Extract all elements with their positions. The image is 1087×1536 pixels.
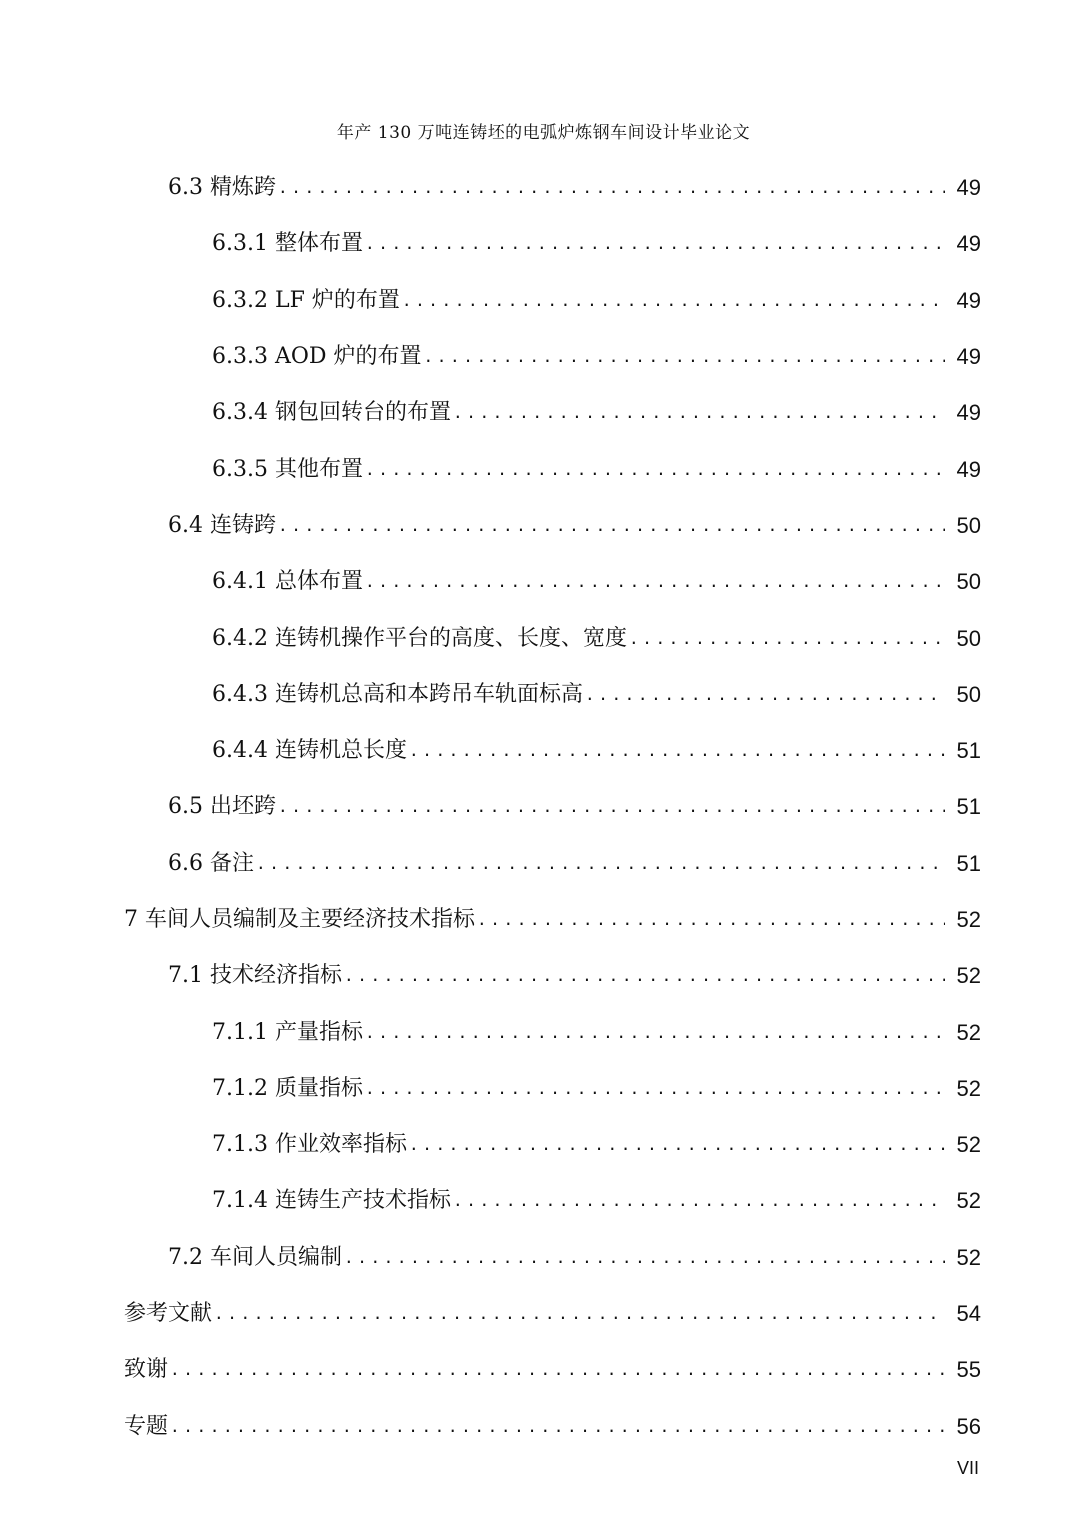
toc-entry-page: 52 [956,1132,981,1158]
toc-entry-page: 49 [956,287,981,313]
toc-entry[interactable] [0,1004,1087,1060]
toc-dot-leader [278,180,945,196]
toc-entry-title: 7.1 技术经济指标 [168,963,342,989]
toc-entry-title: 致谢 [124,1357,169,1383]
toc-entry-title: 7.1.3 作业效率指标 [212,1132,407,1158]
toc-entry-page: 49 [956,175,981,201]
toc-dot-leader [453,405,945,421]
toc-dot-leader [365,236,945,252]
page-number: VII [956,1458,979,1478]
toc-entry[interactable] [0,723,1087,779]
toc-entry-title: 6.6 备注 [168,850,254,876]
toc-entry-page: 49 [956,231,981,257]
toc-dot-leader [424,349,945,365]
toc-dot-leader [629,631,945,647]
toc-entry-page: 52 [956,963,981,989]
toc-entry-title: 6.3.3 AOD 炉的布置 [212,344,422,370]
toc-dot-leader [365,1025,945,1041]
toc-entry-title: 7.1.2 质量指标 [212,1075,363,1101]
toc-entry-title: 6.3.2 LF 炉的布置 [212,287,400,313]
toc-entry-title: 6.3.1 整体布置 [212,231,363,257]
toc-entry-title: 7.1.4 连铸生产技术指标 [212,1188,451,1214]
toc-dot-leader [409,743,945,759]
toc-entry-page: 56 [956,1413,981,1439]
toc-entry[interactable] [0,273,1087,329]
toc-entry-title: 6.4.1 总体布置 [212,569,363,595]
toc-entry-title: 7 车间人员编制及主要经济技术指标 [124,907,475,932]
toc-entry-title: 6.4.2 连铸机操作平台的高度、长度、宽度 [212,625,627,651]
toc-entry[interactable] [0,216,1087,272]
toc-dot-leader [278,799,945,815]
toc-entry-title: 6.4.3 连铸机总高和本跨吊车轨面标高 [212,681,583,707]
toc-dot-leader [477,912,945,928]
toc-dot-leader [365,462,945,478]
toc-dot-leader [585,687,945,703]
toc-entry-page: 52 [956,907,981,932]
toc-entry[interactable] [0,1286,1087,1342]
toc-entry[interactable] [0,160,1087,216]
toc-dot-leader [402,293,945,309]
toc-dot-leader [365,574,945,590]
toc-entry-page: 49 [956,456,981,482]
toc-entry-title: 6.5 出坯跨 [168,794,276,820]
toc-entry[interactable] [0,1173,1087,1229]
toc-entry-page: 50 [956,625,981,651]
toc-entry-page: 52 [956,1075,981,1101]
toc-entry-page: 55 [956,1357,981,1383]
toc-dot-leader [170,1419,945,1435]
toc-dot-leader [453,1193,945,1209]
toc-entry[interactable] [0,1399,1087,1455]
toc-dot-leader [344,1250,945,1266]
toc-entry-page: 51 [956,738,981,764]
toc-entry[interactable] [0,385,1087,441]
toc-entry-page: 50 [956,512,981,538]
toc-entry[interactable] [0,554,1087,610]
toc-entry[interactable] [0,1342,1087,1398]
toc-entry[interactable] [0,329,1087,385]
toc-dot-leader [278,518,945,534]
toc-entry[interactable] [0,836,1087,892]
toc-entry-page: 51 [956,794,981,820]
running-header: 年产 130 万吨连铸坯的电弧炉炼钢车间设计毕业论文 [336,123,751,143]
toc-entry-title: 7.2 车间人员编制 [168,1244,342,1270]
toc-entry-page: 54 [956,1301,981,1327]
toc-entry-page: 52 [956,1188,981,1214]
table-of-contents [0,160,1087,1455]
toc-entry-page: 52 [956,1019,981,1045]
toc-entry[interactable] [0,1230,1087,1286]
toc-entry[interactable] [0,610,1087,666]
toc-dot-leader [256,856,945,872]
toc-entry[interactable] [0,779,1087,835]
toc-entry-title: 6.4.4 连铸机总长度 [212,738,407,764]
toc-entry-title: 6.3 精炼跨 [168,175,276,201]
toc-entry[interactable] [0,948,1087,1004]
toc-entry[interactable] [0,1117,1087,1173]
toc-entry-page: 49 [956,344,981,370]
toc-entry[interactable] [0,667,1087,723]
toc-entry-title: 7.1.1 产量指标 [212,1019,363,1045]
toc-entry-title: 参考文献 [124,1301,213,1327]
toc-entry-page: 50 [956,569,981,595]
toc-dot-leader [409,1137,945,1153]
toc-entry-page: 51 [956,850,981,876]
toc-dot-leader [365,1081,945,1097]
toc-dot-leader [214,1306,945,1322]
toc-entry-page: 52 [956,1244,981,1270]
toc-entry-page: 49 [956,400,981,426]
toc-entry-title: 专题 [124,1413,169,1439]
toc-entry-page: 50 [956,681,981,707]
toc-entry-title: 6.4 连铸跨 [168,512,276,538]
toc-entry-title: 6.3.4 钢包回转台的布置 [212,400,451,426]
toc-entry[interactable] [0,498,1087,554]
toc-entry[interactable] [0,441,1087,497]
toc-dot-leader [344,968,945,984]
toc-entry[interactable] [0,1061,1087,1117]
toc-entry[interactable] [0,892,1087,948]
toc-dot-leader [170,1362,945,1378]
toc-entry-title: 6.3.5 其他布置 [212,456,363,482]
